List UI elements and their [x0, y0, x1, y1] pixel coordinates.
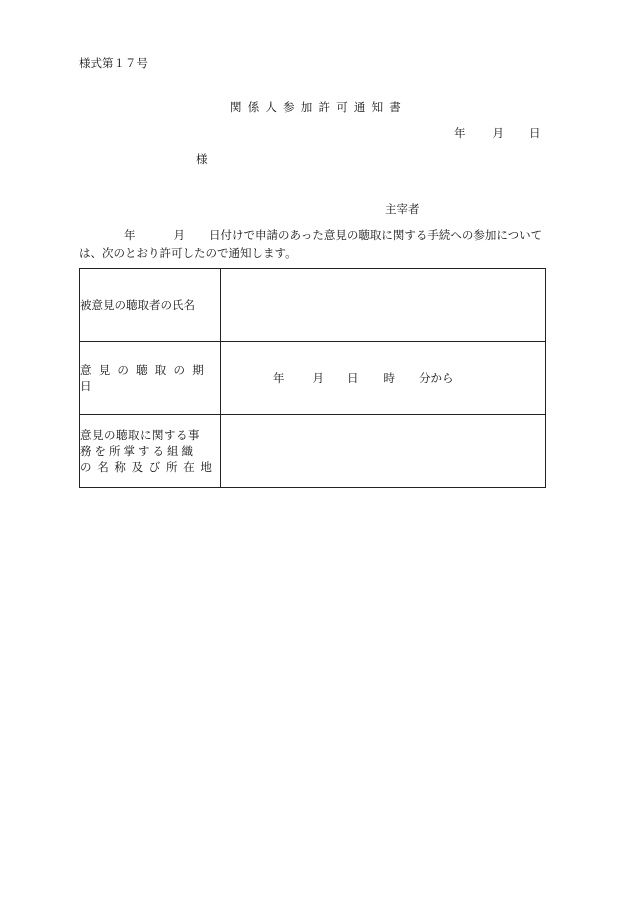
hearing-month-label: 月 — [312, 371, 324, 385]
body-month-label: 月 — [173, 228, 185, 242]
organization-label — [80, 415, 221, 488]
table-row — [80, 415, 546, 488]
organization-label-line-3: の名称及び所在地 — [80, 460, 218, 474]
organization-label-line-2: 務を所掌する組織 — [80, 444, 196, 458]
subject-name-label: 被意見の聴取者の氏名 — [80, 269, 221, 342]
body-text-line-1 — [124, 230, 542, 242]
recipient-honorific: 様 — [196, 152, 208, 166]
body-year-label: 年 — [124, 228, 136, 242]
hearing-date-value — [221, 342, 546, 415]
organization-value — [221, 415, 546, 488]
document-title: 関係人参加許可通知書 — [230, 100, 407, 114]
organization-label-line-1: 意見の聴取に関する事 — [80, 428, 200, 442]
hearing-date-label: 意見の聴取の期日 — [80, 342, 221, 415]
body-text-line-2: は、次のとおり許可したので通知します。 — [79, 246, 297, 260]
form-number: 様式第１７号 — [79, 56, 148, 70]
issue-date — [454, 128, 541, 140]
date-day-label: 日 — [529, 126, 541, 140]
date-month-label: 月 — [492, 126, 504, 140]
date-year-label: 年 — [454, 126, 466, 140]
hearing-minute-label: 分から — [419, 371, 454, 385]
sender-label: 主宰者 — [385, 202, 420, 216]
body-line1-rest: 日付けで申請のあった意見の聴取に関する手続への参加について — [209, 228, 543, 242]
table-row — [80, 342, 546, 415]
hearing-hour-label: 時 — [383, 371, 395, 385]
subject-name-value — [221, 269, 546, 342]
notice-info-table — [79, 268, 546, 488]
table-row — [80, 269, 546, 342]
hearing-day-label: 日 — [347, 371, 359, 385]
hearing-year-label: 年 — [273, 371, 285, 385]
